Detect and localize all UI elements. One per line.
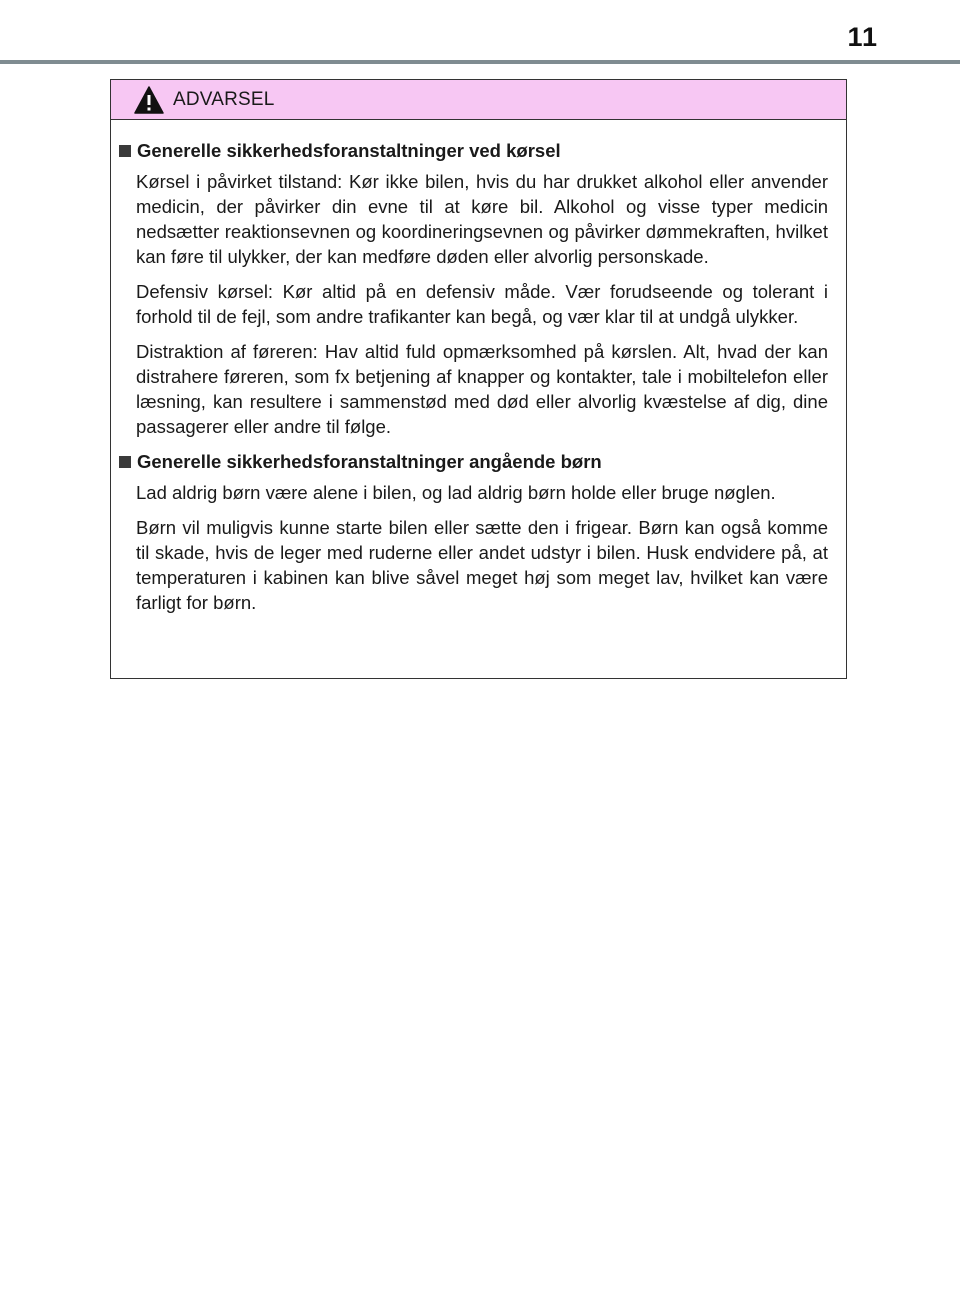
header-rule	[0, 60, 960, 64]
warning-title: ADVARSEL	[173, 88, 275, 110]
paragraph-driver-distraction: Distraktion af føreren: Hav altid fuld opmærksomhed på kørslen. Alt, hvad der kan distrahere føreren, som fx betjening af knapper og kontakter, tale i mobiltelefon eller læsning, kan resultere i sammenstød med død eller alvorlig kvæstelse af dig, dine passagerer eller andre til følge.	[136, 341, 828, 437]
warning-box	[110, 79, 847, 679]
section-heading-child-safety	[119, 449, 828, 474]
section-heading-text: Generelle sikkerhedsforanstaltninger ved kørsel	[137, 140, 561, 161]
warning-header	[111, 80, 846, 120]
section-heading-driving-safety	[119, 138, 828, 163]
paragraph-children-alone: Lad aldrig børn være alene i bilen, og lad aldrig børn holde eller bruge nøglen.	[136, 482, 776, 503]
warning-body	[111, 120, 846, 615]
warning-triangle-icon	[133, 85, 165, 115]
page-number: 11	[847, 22, 878, 52]
paragraph-impaired-driving: Kørsel i påvirket tilstand: Kør ikke bilen, hvis du har drukket alkohol eller anvender medicin, der påvirker din evne til at køre bil. Alkohol og visse typer medicin nedsætter reaktionsevnen og koordineringsevnen og påvirker dømmekraften, hvilket kan føre til ulykker, der kan medføre døden eller alvorlig personskade.	[136, 171, 828, 267]
square-bullet-icon	[119, 456, 131, 468]
square-bullet-icon	[119, 145, 131, 157]
paragraph-defensive-driving: Defensiv kørsel: Kør altid på en defensiv måde. Vær forudseende og tolerant i forhold til de fejl, som andre trafikanter kan begå, og vær klar til at undgå ulykker.	[136, 281, 828, 327]
paragraph-children-hazards: Børn vil muligvis kunne starte bilen eller sætte den i frigear. Børn kan også komme til skade, hvis de leger med ruderne eller andet udstyr i bilen. Husk endvidere på, at temperaturen i kabinen kan blive såvel meget høj som meget lav, hvilket kan være farligt for børn.	[136, 517, 828, 613]
section-heading-text: Generelle sikkerhedsforanstaltninger angående børn	[137, 451, 602, 472]
